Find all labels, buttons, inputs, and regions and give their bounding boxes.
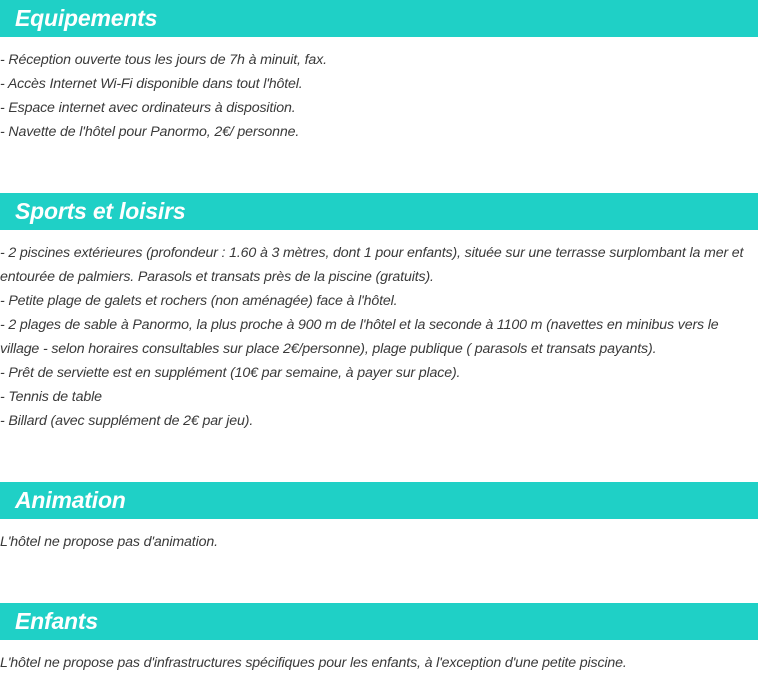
list-item: - Réception ouverte tous les jours de 7h à minuit, fax. — [0, 52, 327, 68]
list-item: - 2 plages de sable à Panormo, la plus proche à 900 m de l'hôtel et la seconde à 1100 m (navettes en minibus vers le village - selon horaires consultables sur place 2€/personne), plage publique ( parasols et transats payants). — [0, 317, 719, 357]
section-body-animation — [0, 530, 758, 554]
section-header-animation — [0, 482, 758, 519]
list-item: - Petite plage de galets et rochers (non aménagée) face à l'hôtel. — [0, 293, 398, 309]
section-header-equipements — [0, 0, 758, 37]
section-body-sports-et-loisirs — [0, 241, 758, 433]
list-item: - Espace internet avec ordinateurs à disposition. — [0, 100, 296, 116]
section-header-sports-et-loisirs — [0, 193, 758, 230]
section-title: Animation — [15, 487, 126, 513]
section-header-enfants — [0, 603, 758, 640]
list-item: - Accès Internet Wi-Fi disponible dans tout l'hôtel. — [0, 76, 303, 92]
section-title: Sports et loisirs — [15, 198, 186, 224]
list-item: - Tennis de table — [0, 389, 102, 405]
list-item: - Billard (avec supplément de 2€ par jeu). — [0, 413, 254, 429]
section-title: Equipements — [15, 5, 158, 31]
list-item: - Navette de l'hôtel pour Panormo, 2€/ personne. — [0, 124, 300, 140]
list-item: - 2 piscines extérieures (profondeur : 1.60 à 3 mètres, dont 1 pour enfants), située sur une terrasse surplombant la mer et entourée de palmiers. Parasols et transats près de la piscine (gratuits). — [0, 245, 744, 285]
section-body-equipements — [0, 48, 758, 144]
section-body-enfants — [0, 651, 758, 675]
paragraph: L'hôtel ne propose pas d'infrastructures spécifiques pour les enfants, à l'exception d'une petite piscine. — [0, 655, 627, 671]
paragraph: L'hôtel ne propose pas d'animation. — [0, 534, 218, 550]
section-title: Enfants — [15, 608, 98, 634]
list-item: - Prêt de serviette est en supplément (10€ par semaine, à payer sur place). — [0, 365, 461, 381]
